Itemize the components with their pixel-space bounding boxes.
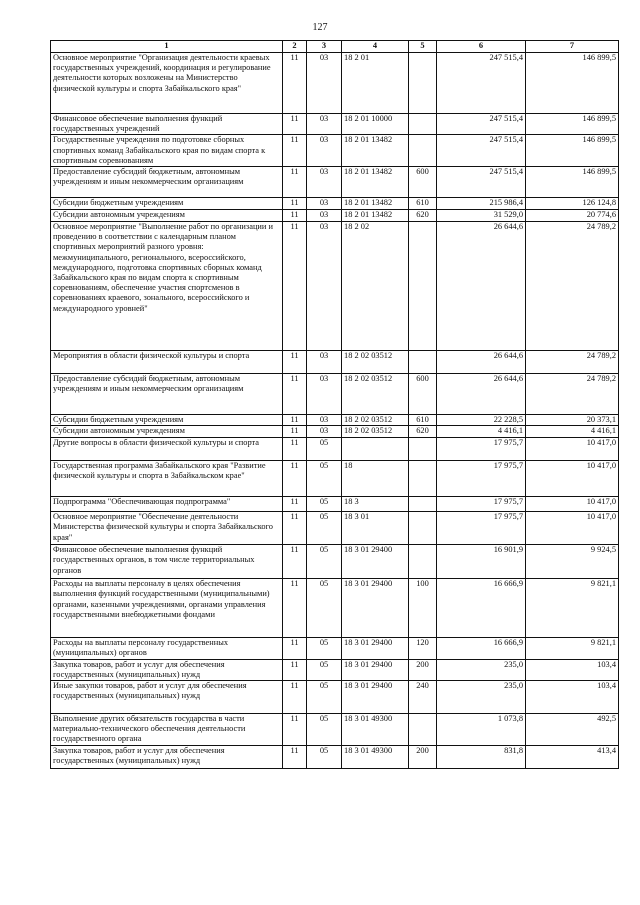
row-amount-executed: 10 417,0 (526, 497, 619, 512)
row-expense-type (409, 714, 437, 746)
row-description: Предоставление субсидий бюджетным, автономным учреждениям и иным некоммерческим организациям (51, 374, 283, 415)
row-section: 11 (283, 681, 307, 714)
row-description: Подпрограмма "Обеспечивающая подпрограмма" (51, 497, 283, 512)
row-subsection: 05 (307, 438, 342, 461)
table-row (51, 497, 619, 512)
row-amount-planned: 247 515,4 (437, 167, 526, 198)
row-expense-type (409, 497, 437, 512)
table-row (51, 659, 619, 680)
row-target-code: 18 3 01 49300 (342, 714, 409, 746)
row-expense-type: 600 (409, 167, 437, 198)
row-amount-executed: 4 416,1 (526, 426, 619, 438)
row-description: Основное мероприятие "Обеспечение деятельности Министерства физической культуры и спорта Забайкальского края" (51, 512, 283, 545)
row-target-code: 18 2 02 03512 (342, 374, 409, 415)
row-amount-planned: 17 975,7 (437, 461, 526, 497)
table-row (51, 374, 619, 415)
row-amount-planned: 26 644,6 (437, 222, 526, 351)
row-expense-type: 620 (409, 426, 437, 438)
row-subsection: 03 (307, 53, 342, 114)
row-amount-executed: 146 899,5 (526, 114, 619, 135)
row-subsection: 03 (307, 415, 342, 426)
row-subsection: 03 (307, 222, 342, 351)
row-target-code: 18 2 01 10000 (342, 114, 409, 135)
row-section: 11 (283, 545, 307, 579)
row-amount-planned: 247 515,4 (437, 53, 526, 114)
row-amount-executed: 103,4 (526, 659, 619, 680)
row-description: Выполнение других обязательств государства в части материально-технического обеспечения деятельности государственного органа (51, 714, 283, 746)
row-section: 11 (283, 135, 307, 167)
row-amount-planned: 17 975,7 (437, 512, 526, 545)
row-expense-type (409, 351, 437, 374)
row-section: 11 (283, 497, 307, 512)
row-description: Субсидии автономным учреждениям (51, 210, 283, 222)
row-amount-executed: 126 124,8 (526, 198, 619, 210)
table-row (51, 53, 619, 114)
row-amount-planned: 1 073,8 (437, 714, 526, 746)
row-target-code: 18 3 01 29400 (342, 638, 409, 659)
row-section: 11 (283, 512, 307, 545)
table-row (51, 438, 619, 461)
row-amount-executed: 103,4 (526, 681, 619, 714)
row-section: 11 (283, 461, 307, 497)
row-section: 11 (283, 167, 307, 198)
column-header: 2 (283, 41, 307, 53)
row-amount-executed: 20 373,1 (526, 415, 619, 426)
row-section: 11 (283, 374, 307, 415)
row-expense-type (409, 438, 437, 461)
row-description: Финансовое обеспечение выполнения функций государственных органов, в том числе территориальных органов (51, 545, 283, 579)
row-target-code (342, 438, 409, 461)
row-subsection: 05 (307, 638, 342, 659)
row-section: 11 (283, 579, 307, 638)
row-amount-executed: 10 417,0 (526, 438, 619, 461)
row-subsection: 03 (307, 114, 342, 135)
row-target-code: 18 2 02 03512 (342, 415, 409, 426)
row-target-code: 18 3 01 (342, 512, 409, 545)
row-expense-type (409, 222, 437, 351)
row-expense-type (409, 114, 437, 135)
row-target-code: 18 (342, 461, 409, 497)
row-expense-type (409, 135, 437, 167)
row-amount-executed: 146 899,5 (526, 167, 619, 198)
table-row (51, 638, 619, 659)
row-target-code: 18 2 02 (342, 222, 409, 351)
row-subsection: 05 (307, 714, 342, 746)
row-expense-type: 120 (409, 638, 437, 659)
table-row (51, 681, 619, 714)
column-header: 4 (342, 41, 409, 53)
row-section: 11 (283, 198, 307, 210)
row-target-code: 18 2 01 13482 (342, 135, 409, 167)
row-amount-executed: 146 899,5 (526, 53, 619, 114)
row-description: Субсидии автономным учреждениям (51, 426, 283, 438)
row-target-code: 18 3 01 29400 (342, 545, 409, 579)
row-expense-type (409, 545, 437, 579)
row-amount-planned: 16 666,9 (437, 579, 526, 638)
row-expense-type: 610 (409, 198, 437, 210)
row-amount-planned: 16 901,9 (437, 545, 526, 579)
table-row (51, 545, 619, 579)
row-target-code: 18 3 01 29400 (342, 681, 409, 714)
row-section: 11 (283, 210, 307, 222)
row-amount-executed: 413,4 (526, 745, 619, 768)
row-description: Государственные учреждения по подготовке сборных спортивных команд Забайкальского края по видам спорта к спортивным соревнованиям (51, 135, 283, 167)
row-expense-type: 610 (409, 415, 437, 426)
row-subsection: 03 (307, 351, 342, 374)
table-row (51, 714, 619, 746)
row-description: Основное мероприятие "Организация деятельности краевых государственных учреждений, координация и регулирование деятельности которых возложены на Министерство физической культуры и спорта Забайкальского края" (51, 53, 283, 114)
row-amount-planned: 235,0 (437, 659, 526, 680)
table-row (51, 198, 619, 210)
row-target-code: 18 2 01 13482 (342, 210, 409, 222)
row-target-code: 18 2 02 03512 (342, 351, 409, 374)
row-section: 11 (283, 222, 307, 351)
row-target-code: 18 2 01 (342, 53, 409, 114)
row-description: Субсидии бюджетным учреждениям (51, 415, 283, 426)
row-subsection: 05 (307, 659, 342, 680)
row-amount-planned: 247 515,4 (437, 114, 526, 135)
row-expense-type (409, 53, 437, 114)
row-subsection: 05 (307, 579, 342, 638)
table-row (51, 222, 619, 351)
row-expense-type: 100 (409, 579, 437, 638)
table-row (51, 167, 619, 198)
row-description: Субсидии бюджетным учреждениям (51, 198, 283, 210)
row-description: Расходы на выплаты персоналу в целях обеспечения выполнения функций государственными (муниципальными) органами, казенными учреждениями, органами управления государственными внебюджетными фондами (51, 579, 283, 638)
row-amount-planned: 22 228,5 (437, 415, 526, 426)
page-number: 127 (312, 22, 328, 33)
row-expense-type (409, 512, 437, 545)
row-section: 11 (283, 438, 307, 461)
row-amount-planned: 4 416,1 (437, 426, 526, 438)
row-amount-executed: 9 821,1 (526, 579, 619, 638)
column-header: 1 (51, 41, 283, 53)
row-target-code: 18 3 01 29400 (342, 659, 409, 680)
column-header: 5 (409, 41, 437, 53)
row-target-code: 18 2 01 13482 (342, 167, 409, 198)
row-amount-planned: 26 644,6 (437, 351, 526, 374)
row-amount-executed: 24 789,2 (526, 222, 619, 351)
row-subsection: 03 (307, 210, 342, 222)
table-row (51, 745, 619, 768)
row-expense-type: 240 (409, 681, 437, 714)
row-subsection: 05 (307, 497, 342, 512)
row-amount-executed: 24 789,2 (526, 374, 619, 415)
table-row (51, 426, 619, 438)
row-description: Расходы на выплаты персоналу государственных (муниципальных) органов (51, 638, 283, 659)
row-expense-type: 200 (409, 659, 437, 680)
table-row (51, 579, 619, 638)
row-section: 11 (283, 659, 307, 680)
row-description: Закупка товаров, работ и услуг для обеспечения государственных (муниципальных) нужд (51, 745, 283, 768)
row-amount-planned: 831,8 (437, 745, 526, 768)
row-amount-executed: 492,5 (526, 714, 619, 746)
row-amount-executed: 9 924,5 (526, 545, 619, 579)
row-expense-type: 200 (409, 745, 437, 768)
row-amount-executed: 10 417,0 (526, 461, 619, 497)
row-target-code: 18 3 (342, 497, 409, 512)
row-description: Финансовое обеспечение выполнения функций государственных учреждений (51, 114, 283, 135)
row-subsection: 03 (307, 167, 342, 198)
row-amount-planned: 26 644,6 (437, 374, 526, 415)
row-description: Мероприятия в области физической культуры и спорта (51, 351, 283, 374)
row-subsection: 05 (307, 745, 342, 768)
row-amount-executed: 9 821,1 (526, 638, 619, 659)
row-amount-executed: 24 789,2 (526, 351, 619, 374)
row-amount-planned: 17 975,7 (437, 438, 526, 461)
row-target-code: 18 3 01 49300 (342, 745, 409, 768)
row-target-code: 18 2 01 13482 (342, 198, 409, 210)
row-expense-type: 600 (409, 374, 437, 415)
row-target-code: 18 3 01 29400 (342, 579, 409, 638)
row-section: 11 (283, 638, 307, 659)
table-header-row (51, 41, 619, 53)
row-section: 11 (283, 426, 307, 438)
row-amount-planned: 17 975,7 (437, 497, 526, 512)
row-subsection: 03 (307, 135, 342, 167)
table-row (51, 135, 619, 167)
row-amount-planned: 215 986,4 (437, 198, 526, 210)
row-section: 11 (283, 745, 307, 768)
row-section: 11 (283, 53, 307, 114)
column-header: 3 (307, 41, 342, 53)
row-amount-planned: 31 529,0 (437, 210, 526, 222)
column-header: 6 (437, 41, 526, 53)
row-amount-executed: 10 417,0 (526, 512, 619, 545)
row-subsection: 03 (307, 198, 342, 210)
table-row (51, 512, 619, 545)
row-target-code: 18 2 02 03512 (342, 426, 409, 438)
row-section: 11 (283, 415, 307, 426)
row-description: Закупка товаров, работ и услуг для обеспечения государственных (муниципальных) нужд (51, 659, 283, 680)
row-subsection: 05 (307, 461, 342, 497)
row-amount-planned: 16 666,9 (437, 638, 526, 659)
row-subsection: 05 (307, 545, 342, 579)
table-row (51, 461, 619, 497)
row-amount-planned: 235,0 (437, 681, 526, 714)
table-row (51, 351, 619, 374)
row-section: 11 (283, 351, 307, 374)
row-amount-executed: 20 774,6 (526, 210, 619, 222)
row-expense-type (409, 461, 437, 497)
table-row (51, 210, 619, 222)
row-amount-executed: 146 899,5 (526, 135, 619, 167)
row-description: Основное мероприятие "Выполнение работ по организации и проведению в соответствии с календарным планом спортивных мероприятий разного уровня: межмуниципального, регионального, всероссийского, международного, подготовка спортивных сборных команд Забайкальского края по видам спорта к спортивным соревнованиям, обеспечение участия спортсменов в соревнованиях краевого, зонального, всероссийского и международного уровней" (51, 222, 283, 351)
budget-table (50, 40, 619, 769)
row-description: Предоставление субсидий бюджетным, автономным учреждениям и иным некоммерческим организациям (51, 167, 283, 198)
row-description: Другие вопросы в области физической культуры и спорта (51, 438, 283, 461)
row-section: 11 (283, 714, 307, 746)
row-description: Государственная программа Забайкальского края "Развитие физической культуры и спорта в Забайкальском крае" (51, 461, 283, 497)
row-section: 11 (283, 114, 307, 135)
row-amount-planned: 247 515,4 (437, 135, 526, 167)
row-subsection: 03 (307, 374, 342, 415)
row-subsection: 05 (307, 681, 342, 714)
row-description: Иные закупки товаров, работ и услуг для обеспечения государственных (муниципальных) нужд (51, 681, 283, 714)
row-subsection: 03 (307, 426, 342, 438)
row-expense-type: 620 (409, 210, 437, 222)
table-row (51, 415, 619, 426)
row-subsection: 05 (307, 512, 342, 545)
column-header: 7 (526, 41, 619, 53)
table-row (51, 114, 619, 135)
